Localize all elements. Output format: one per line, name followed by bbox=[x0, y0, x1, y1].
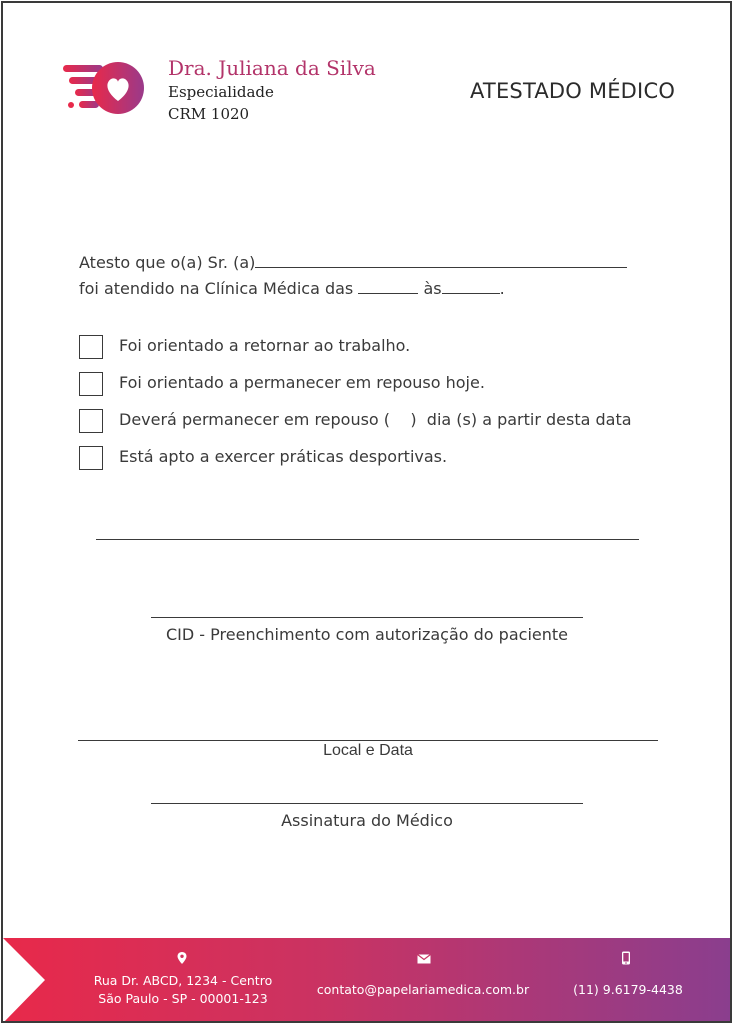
signature-label: Assinatura do Médico bbox=[281, 811, 453, 830]
local-data-line[interactable] bbox=[78, 740, 658, 741]
phone-icon bbox=[621, 951, 631, 965]
checkbox[interactable] bbox=[79, 335, 103, 359]
time-line-end: . bbox=[499, 279, 505, 298]
start-time-blank[interactable] bbox=[358, 279, 418, 294]
cid-line[interactable] bbox=[151, 617, 583, 618]
patient-line bbox=[79, 253, 627, 272]
checklist-label: Foi orientado a retornar ao trabalho. bbox=[119, 336, 411, 355]
checklist-label: Foi orientado a permanecer em repouso hoje. bbox=[119, 373, 485, 392]
doctor-crm: CRM 1020 bbox=[168, 105, 250, 123]
signature-line[interactable] bbox=[151, 803, 583, 804]
local-data-label: Local e Data bbox=[323, 742, 413, 759]
doctor-name: Dra. Juliana da Silva bbox=[168, 56, 376, 80]
heart-logo-icon bbox=[61, 61, 145, 115]
patient-line-label: Atesto que o(a) Sr. (a) bbox=[79, 253, 256, 272]
cid-label: CID - Preenchimento com autorização do paciente bbox=[166, 625, 568, 644]
time-line-label: foi atendido na Clínica Médica das bbox=[79, 279, 354, 298]
time-line bbox=[79, 279, 505, 298]
footer-address-line1: Rua Dr. ABCD, 1234 - Centro bbox=[93, 973, 273, 988]
checklist-label: Deverá permanecer em repouso ( ) dia (s) a partir desta data bbox=[119, 410, 632, 429]
checklist-label: Está apto a exercer práticas desportivas. bbox=[119, 447, 448, 466]
time-line-connector: às bbox=[423, 279, 442, 298]
envelope-icon bbox=[417, 954, 431, 964]
patient-name-blank[interactable] bbox=[255, 253, 627, 268]
footer-address-line2: São Paulo - SP - 00001-123 bbox=[98, 991, 268, 1006]
location-pin-icon bbox=[175, 951, 189, 965]
doctor-specialty: Especialidade bbox=[168, 83, 274, 101]
checkbox[interactable] bbox=[79, 409, 103, 433]
blank-line[interactable] bbox=[96, 539, 639, 540]
end-time-blank[interactable] bbox=[442, 279, 500, 294]
checkbox[interactable] bbox=[79, 372, 103, 396]
document-title: ATESTADO MÉDICO bbox=[470, 79, 676, 103]
footer bbox=[3, 938, 732, 1023]
footer-email[interactable]: contato@papelariamedica.com.br bbox=[316, 982, 530, 997]
footer-phone[interactable]: (11) 9.6179-4438 bbox=[573, 982, 683, 997]
checkbox[interactable] bbox=[79, 446, 103, 470]
document-page bbox=[1, 1, 732, 1023]
footer-triangle-decoration bbox=[3, 938, 45, 1023]
